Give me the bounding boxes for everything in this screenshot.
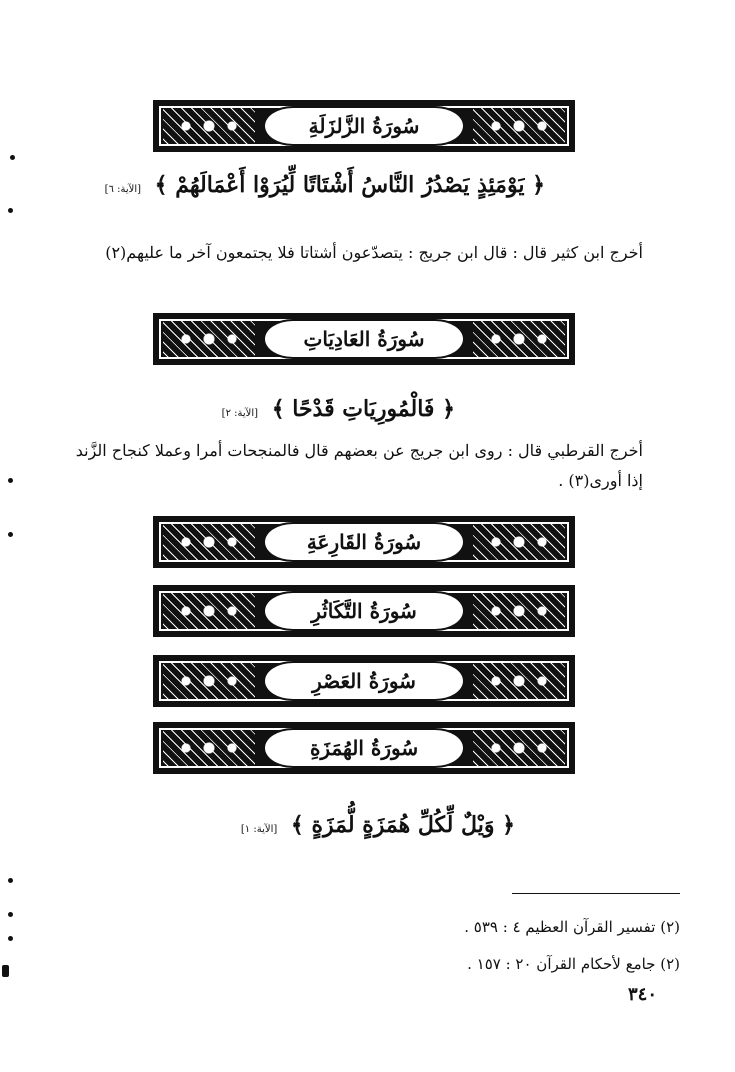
scan-mark xyxy=(10,155,15,160)
commentary-paragraph: أخرج القرطبي قال : روى ابن جريج عن بعضهم قال فالمنجحات أمرا وعملا كنجاح الزَّند إذا أورى(٣) . xyxy=(75,441,643,490)
footnote-divider xyxy=(512,893,680,894)
verse-line xyxy=(222,396,455,422)
surah-title: سُورَةُ العَادِيَاتِ xyxy=(263,319,465,359)
ornament-right xyxy=(473,108,565,144)
commentary-paragraph: أخرج ابن كثير قال : قال ابن جريج : يتصدّعون أشتاتا فلا يجتمعون آخر ما عليهم(٢) xyxy=(105,243,643,262)
verse-line xyxy=(241,812,515,838)
verse-text: ﴿ وَيْلٌ لِّكُلِّ هُمَزَةٍ لُّمَزَةٍ ﴾ xyxy=(290,812,515,838)
ornament-right xyxy=(473,663,565,699)
footnote: (٢) تفسير القرآن العظيم ٤ : ٥٣٩ . xyxy=(464,918,680,936)
page-number: ٣٤٠ xyxy=(628,984,658,1005)
surah-header-asr xyxy=(153,655,575,707)
surah-header-adiyat xyxy=(153,313,575,365)
ornament-left xyxy=(163,321,255,357)
surah-title: سُورَةُ العَصْرِ xyxy=(263,661,465,701)
ornament-left xyxy=(163,593,255,629)
surah-header-humazah xyxy=(153,722,575,774)
scan-mark xyxy=(8,936,13,941)
scan-mark xyxy=(8,912,13,917)
verse-reference: [الآية: ٢] xyxy=(221,408,259,419)
ornament-left xyxy=(163,108,255,144)
scan-mark xyxy=(8,208,13,213)
ornament-right xyxy=(473,321,565,357)
scan-mark xyxy=(8,878,13,883)
ornament-right xyxy=(473,524,565,560)
surah-header-qariah xyxy=(153,516,575,568)
ornament-right xyxy=(473,730,565,766)
scan-mark xyxy=(8,532,13,537)
verse-text: ﴿ يَوْمَئِذٍ يَصْدُرُ النَّاسُ أَشْتَاتًا لِّيُرَوْا أَعْمَالَهُمْ ﴾ xyxy=(154,172,545,198)
surah-title: سُورَةُ التَّكَاثُرِ xyxy=(263,591,465,631)
verse-reference: [الآية: ٦] xyxy=(104,184,141,195)
surah-header-zalzalah xyxy=(153,100,575,152)
surah-title: سُورَةُ الهُمَزَةِ xyxy=(263,728,465,768)
ornament-left xyxy=(163,730,255,766)
ornament-left xyxy=(163,663,255,699)
surah-title: سُورَةُ القَارِعَةِ xyxy=(263,522,465,562)
surah-header-takathur xyxy=(153,585,575,637)
scan-mark xyxy=(8,478,13,483)
verse-reference: [الآية: ١] xyxy=(240,824,278,835)
scan-mark xyxy=(2,965,9,977)
footnote: (٢) جامع لأحكام القرآن ٢٠ : ١٥٧ . xyxy=(467,955,680,973)
verse-line xyxy=(105,172,545,198)
ornament-right xyxy=(473,593,565,629)
verse-text: ﴿ فَالْمُورِيَاتِ قَدْحًا ﴾ xyxy=(271,396,455,422)
surah-title: سُورَةُ الزَّلزَلَةِ xyxy=(263,106,465,146)
ornament-left xyxy=(163,524,255,560)
